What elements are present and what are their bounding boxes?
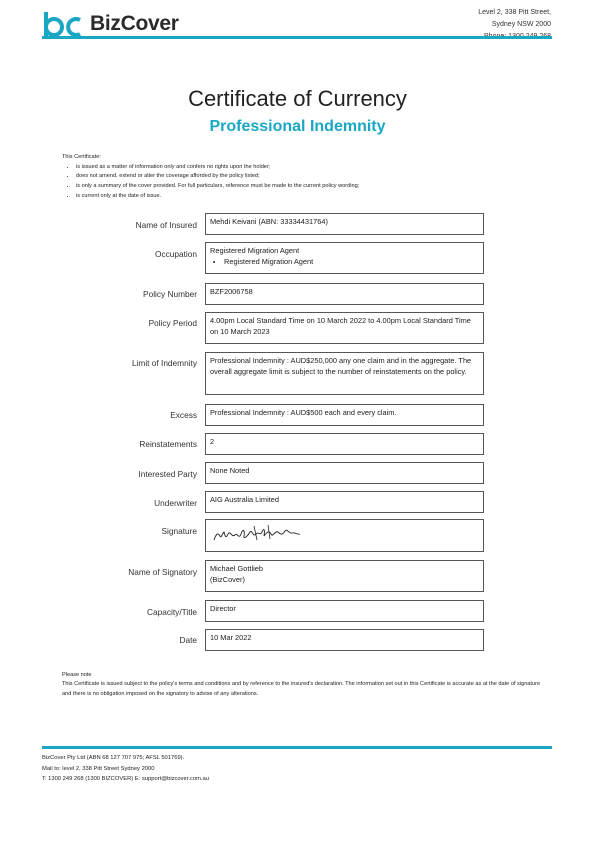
interested-party-label: Interested Party — [138, 469, 197, 479]
insured-label: Name of Insured — [135, 220, 197, 230]
policy-number-value: BZF2006758 — [205, 283, 484, 305]
occupation-sub: • Registered Migration Agent — [224, 256, 479, 267]
signatory-box — [205, 560, 484, 592]
occupation-label: Occupation — [155, 249, 197, 259]
footer-contact: T: 1300 249 268 (1300 BIZCOVER) E: support@bizcover.com.au — [42, 776, 209, 782]
limit-value: Professional Indemnity : AUD$250,000 any one claim and in the aggregate. The overall aggregate limit is subject to the number of reinstatements on the policy. — [205, 352, 484, 395]
limit-label: Limit of Indemnity — [131, 358, 197, 368]
capacity-label: Capacity/Title — [147, 607, 197, 617]
occupation-value: Registered Migration Agent — [210, 246, 300, 255]
underwriter-value: AIG Australia Limited — [205, 491, 484, 513]
intro-lead: This Certificate: — [62, 154, 101, 160]
intro-point: • does not amend, extend or alter the coverage afforded by the policy listed; — [76, 172, 359, 182]
page-title: Certificate of Currency — [188, 86, 407, 111]
signature-image — [210, 522, 305, 546]
footer — [42, 753, 209, 785]
underwriter-label: Underwriter — [154, 498, 197, 508]
reinstatements-value: 2 — [205, 433, 484, 455]
bizcover-logo-icon — [42, 10, 86, 38]
page-subtitle: Professional Indemnity — [209, 118, 386, 135]
certificate-intro — [62, 153, 359, 202]
capacity-value: Director — [205, 600, 484, 622]
signatory-sub: (BizCover) — [210, 575, 245, 584]
date-value: 10 Mar 2022 — [205, 629, 484, 651]
address-line: Sydney NSW 2000 — [491, 21, 551, 28]
signatory-label: Name of Signatory — [128, 567, 197, 577]
brand-name: BizCover — [90, 12, 179, 35]
signature-label: Signature — [161, 526, 197, 536]
policy-period-value: 4.00pm Local Standard Time on 10 March 2022 to 4.00pm Local Standard Time on 10 March 2023 — [205, 312, 484, 344]
footer-mail: Mail to: level 2, 338 Pitt Street Sydney 2000 — [42, 765, 155, 772]
signatory-value: Michael Gottlieb — [210, 564, 263, 573]
reinstatements-label: Reinstatements — [139, 439, 197, 449]
insured-value: Mehdi Keivani (ABN: 33334431764) — [205, 213, 484, 235]
intro-point: • is issued as a matter of information only and confers no rights upon the holder; — [76, 163, 359, 173]
interested-party-value: None Noted — [205, 462, 484, 484]
footer-company: BizCover Pty Ltd (ABN 68 127 707 975; AFSL 501769). — [42, 755, 185, 761]
bizcover-logo — [42, 10, 179, 38]
intro-point: • is current only at the date of issue. — [76, 192, 359, 202]
note-text: This Certificate is issued subject to the policy's terms and conditions and by reference to the insured's declaration. The information set out in this Certificate is accurate as at the date of signature and there is no obligation imposed on the signatory to advise of any alterations. — [62, 681, 541, 697]
occupation-box — [205, 242, 484, 274]
footer-divider — [42, 746, 552, 749]
policy-period-label: Policy Period — [148, 318, 197, 328]
date-label: Date — [179, 635, 197, 645]
excess-label: Excess — [170, 410, 197, 420]
header-divider — [42, 36, 552, 39]
intro-list — [62, 163, 359, 202]
please-note — [62, 671, 548, 699]
intro-point: • is only a summary of the cover provided. For full particulars, reference must be made to the current policy wording; — [76, 182, 359, 192]
note-heading: Please note — [62, 672, 92, 678]
policy-number-label: Policy Number — [143, 289, 197, 299]
signature-box — [205, 519, 484, 552]
address-line: Level 2, 338 Pitt Street, — [478, 9, 551, 16]
excess-value: Professional Indemnity : AUD$500 each and every claim. — [205, 404, 484, 426]
